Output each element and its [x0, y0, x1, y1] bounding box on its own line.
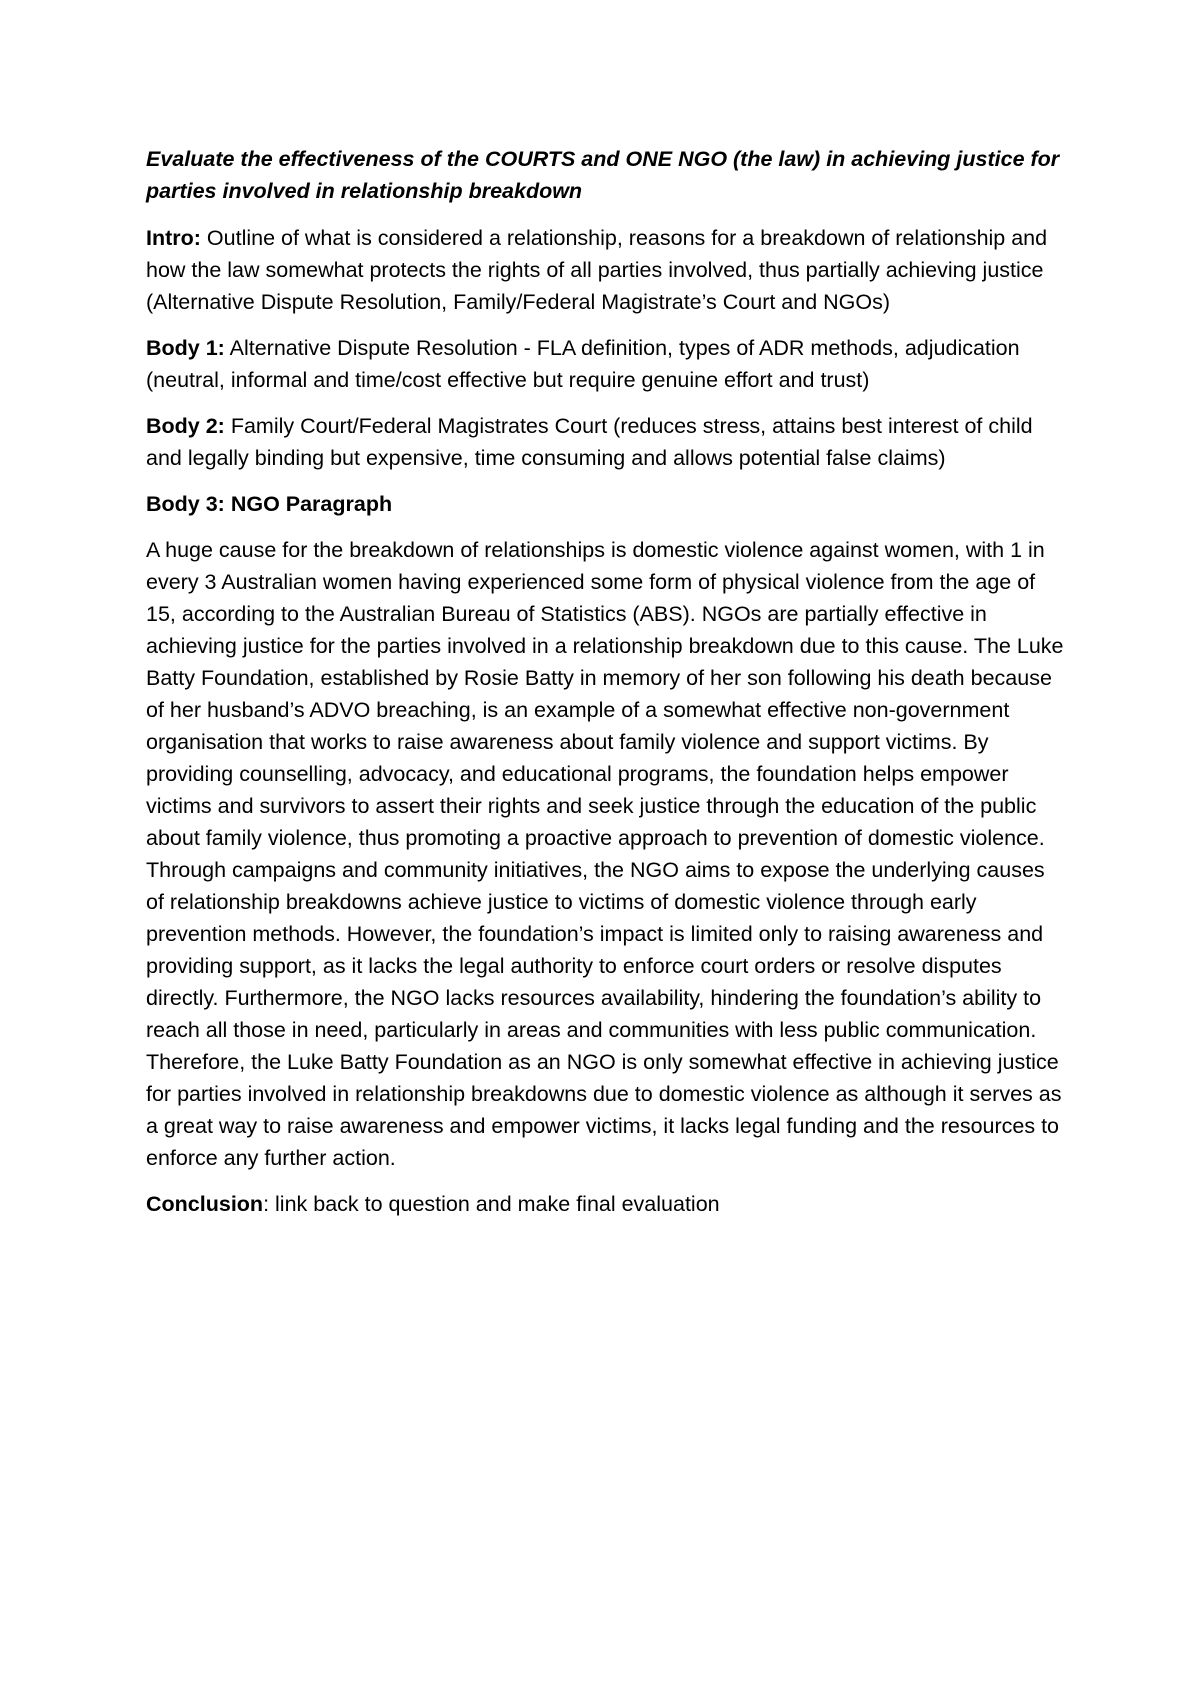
- body3-heading: Body 3: NGO Paragraph: [146, 492, 393, 516]
- intro-label: Intro:: [146, 226, 201, 250]
- body1-text: Alternative Dispute Resolution - FLA definition, types of ADR methods, adjudication (neutral, informal and time/cost effective but require genuine effort and trust): [146, 336, 1020, 392]
- conclusion-text: : link back to question and make final evaluation: [263, 1192, 720, 1216]
- body2-text: Family Court/Federal Magistrates Court (reduces stress, attains best interest of child and legally binding but expensive, time consuming and allows potential false claims): [146, 414, 1033, 470]
- document-content: [146, 143, 1066, 1234]
- conclusion-paragraph: [146, 1188, 1066, 1220]
- body1-paragraph: [146, 332, 1066, 396]
- body2-label: Body 2:: [146, 414, 225, 438]
- body2-paragraph: [146, 410, 1066, 474]
- conclusion-label: Conclusion: [146, 1192, 264, 1216]
- intro-paragraph: [146, 222, 1066, 318]
- body3-paragraph: A huge cause for the breakdown of relationships is domestic violence against women, with 1 in every 3 Australian women having experienced some form of physical violence from the age of 15, according to the Australian Bureau of Statistics (ABS). NGOs are partially effective in achieving justice for the parties involved in a relationship breakdown due to this cause. The Luke Batty Foundation, established by Rosie Batty in memory of her son following his death because of her husband’s ADVO breaching, is an example of a somewhat effective non-government organisation that works to raise awareness about family violence and support victims. By providing counselling, advocacy, and educational programs, the foundation helps empower victims and survivors to assert their rights and seek justice through the education of the public about family violence, thus promoting a proactive approach to prevention of domestic violence. Through campaigns and community initiatives, the NGO aims to expose the underlying causes of relationship breakdowns achieve justice to victims of domestic violence through early prevention methods. However, the foundation’s impact is limited only to raising awareness and providing support, as it lacks the legal authority to enforce court orders or resolve disputes directly. Furthermore, the NGO lacks resources availability, hindering the foundation’s ability to reach all those in need, particularly in areas and communities with less public communication. Therefore, the Luke Batty Foundation as an NGO is only somewhat effective in achieving justice for parties involved in relationship breakdowns due to domestic violence as although it serves as a great way to raise awareness and empower victims, it lacks legal funding and the resources to enforce any further action.: [146, 538, 1064, 1170]
- document-title: Evaluate the effectiveness of the COURTS and ONE NGO (the law) in achieving justice for parties involved in relationship breakdown: [146, 147, 1060, 203]
- intro-text: Outline of what is considered a relationship, reasons for a breakdown of relationship and how the law somewhat protects the rights of all parties involved, thus partially achieving justice (Alternative Dispute Resolution, Family/Federal Magistrate’s Court and NGOs): [146, 226, 1048, 314]
- body1-label: Body 1:: [146, 336, 225, 360]
